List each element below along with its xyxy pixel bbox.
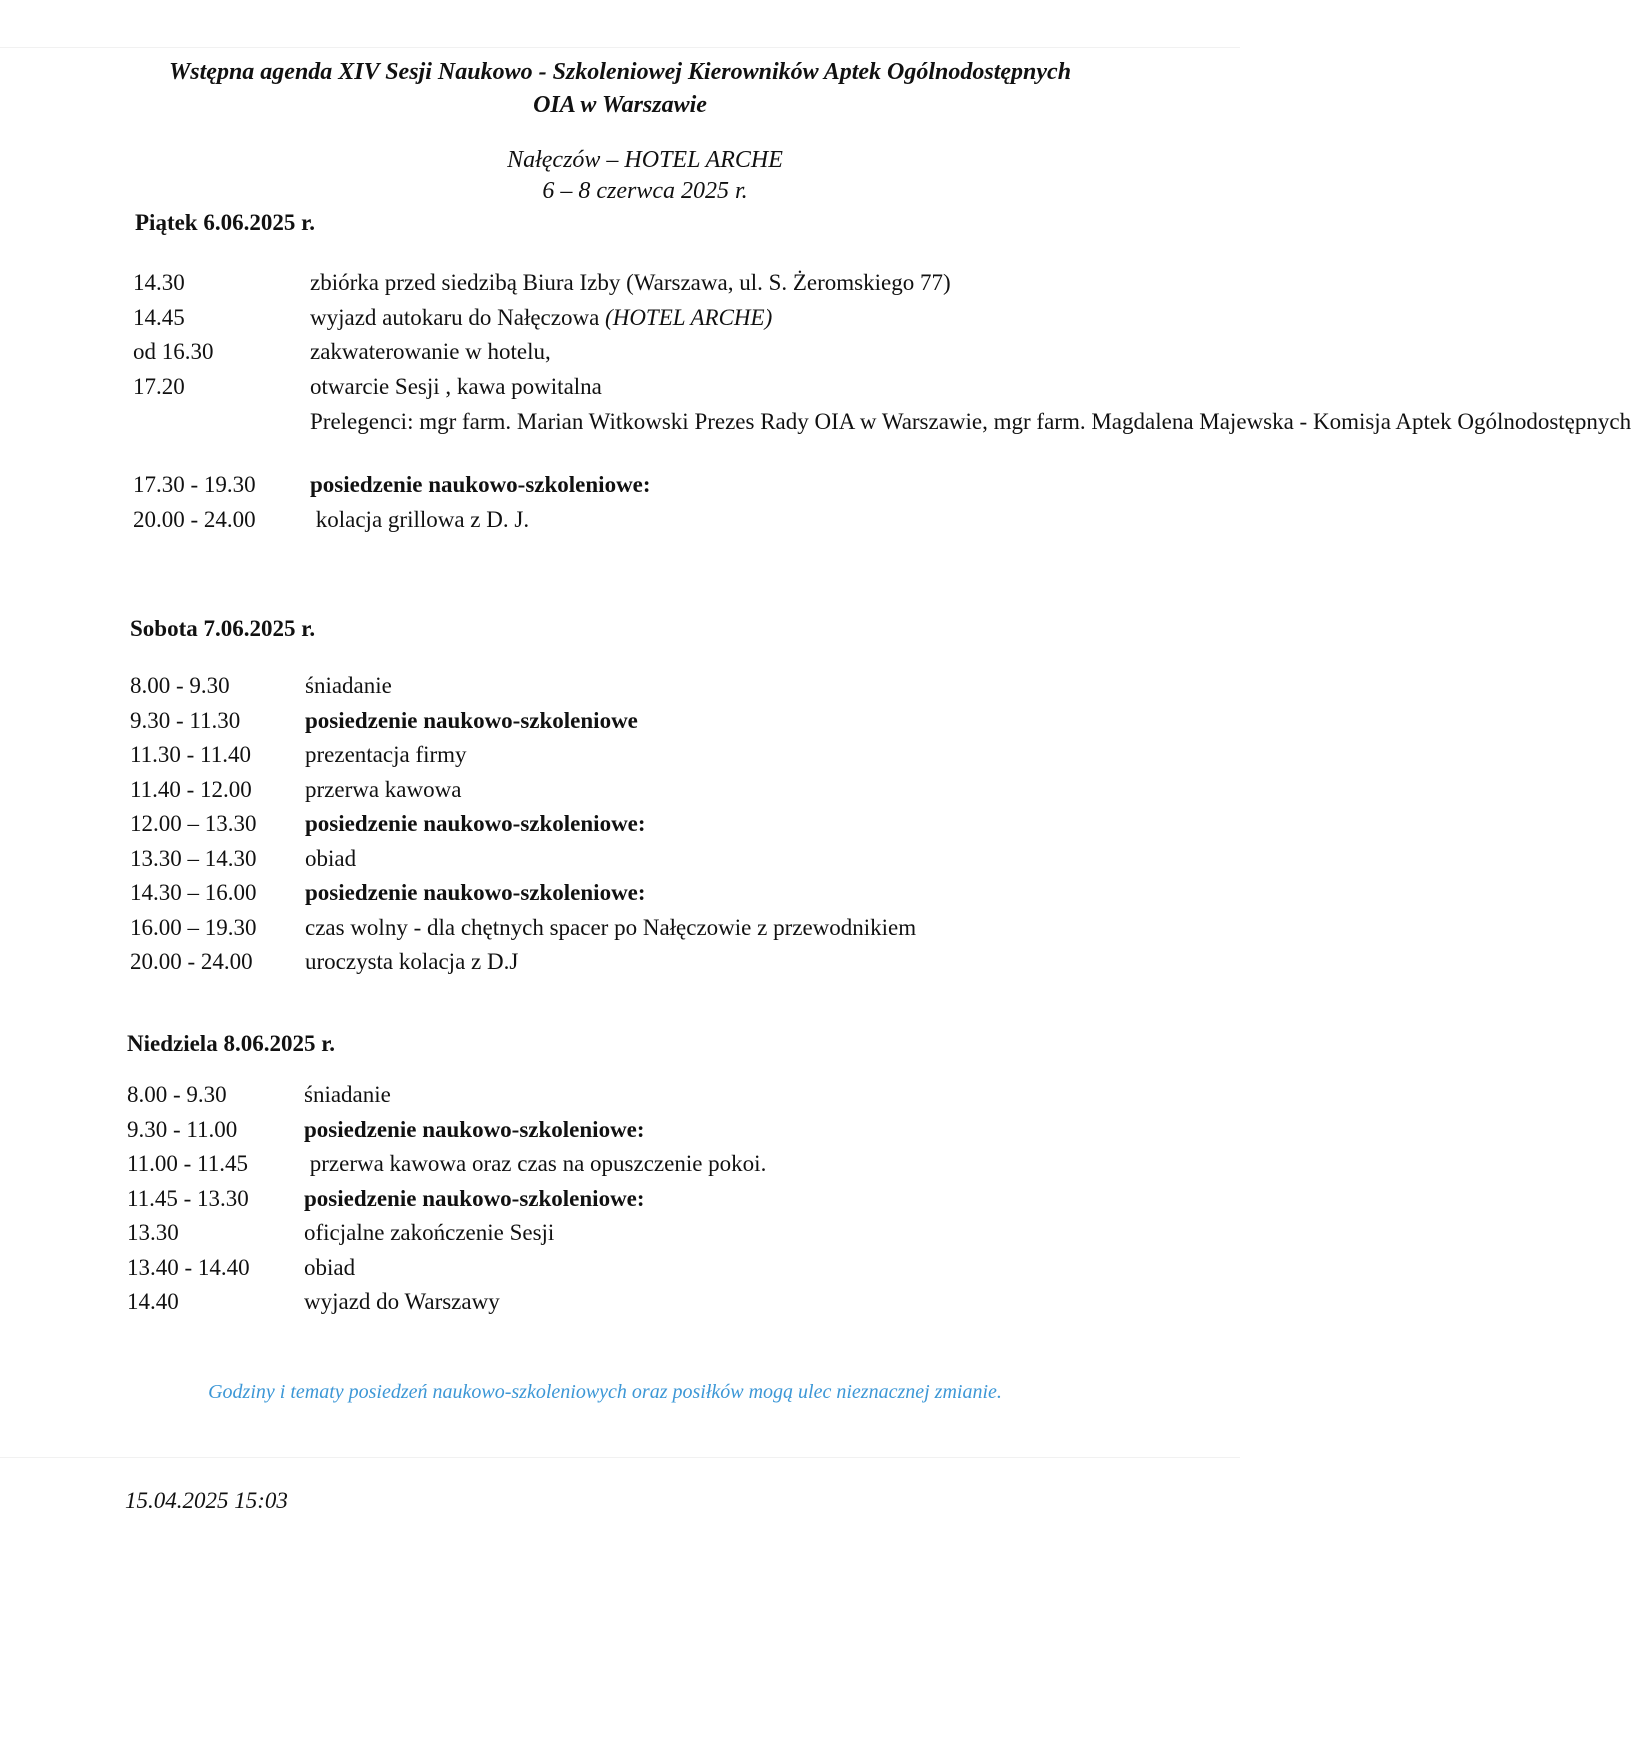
- activity-venue: (HOTEL ARCHE): [605, 304, 773, 330]
- activity: przerwa kawowa: [305, 776, 462, 802]
- time: od 16.30: [133, 339, 214, 364]
- activity: posiedzenie naukowo-szkoleniowe: [305, 707, 638, 733]
- time: 14.40: [127, 1289, 179, 1314]
- time: 13.30: [127, 1220, 179, 1245]
- schedule-row: [130, 738, 1150, 773]
- time: 11.00 - 11.45: [127, 1151, 248, 1176]
- activity: posiedzenie naukowo-szkoleniowe:: [305, 880, 646, 905]
- schedule-row: [130, 876, 1150, 911]
- activity: śniadanie: [305, 673, 392, 698]
- speakers: Prelegenci: mgr farm. Marian Witkowski Prezes Rady OIA w Warszawie, mgr farm. Magdalena Majewska - Komisja Aptek Ogólnodostępnych: [310, 409, 1631, 434]
- activity: otwarcie Sesji , kawa powitalna: [310, 373, 602, 399]
- time: 20.00 - 24.00: [133, 506, 256, 532]
- activity: przerwa kawowa oraz czas na opuszczenie pokoi.: [304, 1151, 767, 1176]
- schedule-row: [133, 266, 1153, 301]
- activity: posiedzenie naukowo-szkoleniowe:: [305, 811, 646, 836]
- schedule-row: [130, 669, 1150, 704]
- activity: kolacja grillowa z D. J.: [310, 506, 530, 532]
- schedule-row: [133, 404, 1631, 468]
- schedule-row: [130, 704, 1150, 739]
- time: 13.40 - 14.40: [127, 1254, 250, 1280]
- event-dates: 6 – 8 czerwca 2025 r.: [542, 178, 748, 204]
- schedule-row: [127, 1147, 1147, 1182]
- activity: zbiórka przed siedzibą Biura Izby (Warszawa, ul. S. Żeromskiego 77): [310, 270, 951, 295]
- time: 14.45: [133, 304, 185, 330]
- schedule-row: [133, 503, 1153, 538]
- activity-text: wyjazd autokaru do Nałęczowa: [310, 304, 606, 330]
- activity: zakwaterowanie w hotelu,: [310, 339, 551, 364]
- time: 17.20: [133, 373, 185, 399]
- change-notice: Godziny i tematy posiedzeń naukowo-szkoleniowych oraz posiłków mogą ulec nieznacznej zmianie.: [208, 1381, 1002, 1403]
- activity: obiad: [305, 845, 357, 871]
- schedule-row: [127, 1182, 1147, 1217]
- bottom-scan-line: [0, 1457, 1240, 1458]
- sunday-schedule: [127, 1078, 1147, 1320]
- activity: [310, 301, 1153, 336]
- friday-schedule: [133, 266, 1631, 537]
- time: 12.00 – 13.30: [130, 811, 257, 836]
- schedule-row: [133, 370, 1153, 405]
- activity: posiedzenie naukowo-szkoleniowe:: [304, 1116, 645, 1142]
- venue-location: Nałęczów – HOTEL ARCHE: [507, 147, 783, 173]
- time: 20.00 - 24.00: [130, 949, 253, 974]
- time: 11.45 - 13.30: [127, 1185, 249, 1211]
- friday-heading: Piątek 6.06.2025 r.: [135, 210, 315, 235]
- print-timestamp: 15.04.2025 15:03: [125, 1488, 288, 1513]
- activity: uroczysta kolacja z D.J: [305, 949, 519, 974]
- schedule-row: [127, 1216, 1147, 1251]
- time: 8.00 - 9.30: [127, 1082, 227, 1107]
- schedule-row: [133, 468, 1153, 503]
- schedule-row: [133, 335, 1153, 370]
- time: 9.30 - 11.30: [130, 707, 241, 733]
- time: 8.00 - 9.30: [130, 673, 230, 698]
- time: 13.30 – 14.30: [130, 845, 257, 871]
- schedule-row: [127, 1113, 1147, 1148]
- schedule-row: [133, 301, 1153, 336]
- time: 14.30 – 16.00: [130, 880, 257, 905]
- activity: oficjalne zakończenie Sesji: [304, 1220, 555, 1245]
- activity: prezentacja firmy: [305, 742, 467, 767]
- schedule-row: [127, 1078, 1147, 1113]
- schedule-row: [127, 1285, 1147, 1320]
- activity: wyjazd do Warszawy: [304, 1289, 500, 1314]
- time: 11.30 - 11.40: [130, 742, 251, 767]
- saturday-schedule: [130, 669, 1150, 980]
- activity: obiad: [304, 1254, 356, 1280]
- schedule-row: [130, 773, 1150, 808]
- time: 14.30: [133, 270, 185, 295]
- schedule-row: [130, 911, 1150, 946]
- sunday-heading: Niedziela 8.06.2025 r.: [127, 1031, 336, 1056]
- document-title-line-2: OIA w Warszawie: [533, 92, 707, 118]
- schedule-row: [130, 807, 1150, 842]
- schedule-row: [127, 1251, 1147, 1286]
- schedule-row: [130, 945, 1150, 980]
- document-title-line-1: Wstępna agenda XIV Sesji Naukowo - Szkoleniowej Kierowników Aptek Ogólnodostępnych: [168, 59, 1072, 85]
- saturday-heading: Sobota 7.06.2025 r.: [130, 616, 316, 641]
- activity: czas wolny - dla chętnych spacer po Nałęczowie z przewodnikiem: [305, 914, 917, 940]
- top-scan-line: [0, 47, 1240, 48]
- time: 16.00 – 19.30: [130, 914, 257, 940]
- time: 9.30 - 11.00: [127, 1116, 238, 1142]
- schedule-row: [130, 842, 1150, 877]
- activity: posiedzenie naukowo-szkoleniowe:: [304, 1185, 645, 1211]
- activity: śniadanie: [304, 1082, 391, 1107]
- activity: posiedzenie naukowo-szkoleniowe:: [310, 472, 651, 497]
- time: 11.40 - 12.00: [130, 776, 252, 802]
- time: 17.30 - 19.30: [133, 472, 256, 497]
